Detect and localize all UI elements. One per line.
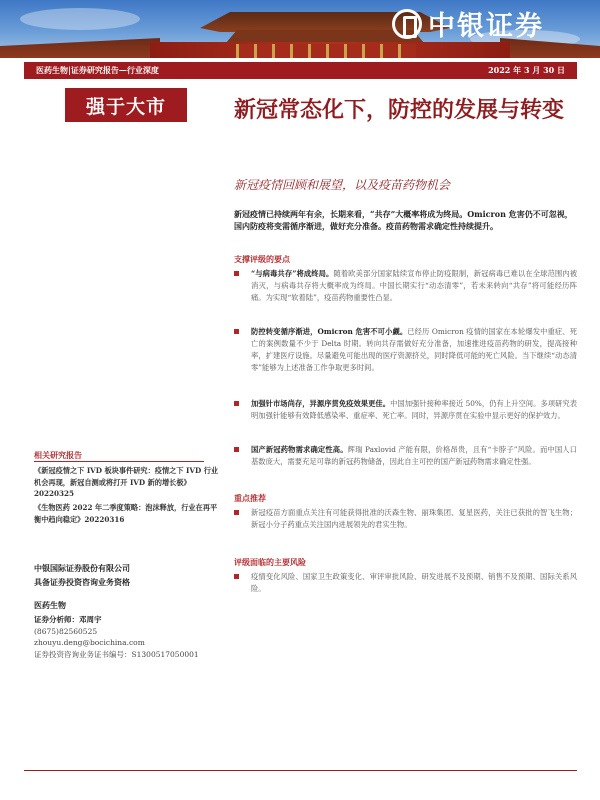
company-logo [392,4,544,43]
bullet-item [234,268,577,304]
picks-section-heading: 重点推荐 [234,493,266,503]
bullet-lead: 加强针市场尚存，异源序贯免疫效果更佳。 [251,399,391,408]
bullet-text: 中国加强针接种率接近 50%，仍有上升空间。多项研究表明加强针能够有效降低感染率、重症率、死亡率。同时，异源序贯在实验中显示更好的保护效力。 [251,399,577,420]
bullet-item [234,444,577,468]
analyst-phone: (8675)82560525 [34,626,98,636]
picks-item [234,507,577,531]
bank-of-china-icon [392,9,422,39]
report-category: 医药生物|证券研究报告—行业深度 [36,65,159,75]
report-title: 新冠常态化下，防控的发展与转变 [234,98,565,123]
bullet-square-icon [234,329,239,334]
bullet-square-icon [234,510,239,515]
bullet-square-icon [234,271,239,276]
support-section-heading: 支撑评级的要点 [234,254,290,264]
bullet-lead: “与病毒共存”将成终局。 [251,269,334,278]
footer-divider [24,770,577,771]
firm-name: 中银国际证券股份有限公司 [34,563,130,573]
bullet-square-icon [234,447,239,452]
logo-text: 中银证券 [428,11,544,42]
analyst-cert: 证券投资咨询业务证书编号：S1300517050001 [34,649,199,659]
bullet-square-icon [234,574,239,579]
analyst-email[interactable]: zhouyu.deng@bocichina.com [34,638,145,647]
hero-banner [0,0,600,58]
bullet-square-icon [234,401,239,406]
analyst-name: 证券分析师：邓周宇 [34,615,102,624]
picks-text: 新冠疫苗方面重点关注有可能获得批准的沃森生物、丽珠集团、复星医药，关注已获批的智飞生物；新冠小分子药重点关注国内进展领先的君实生物。 [251,508,577,529]
info-bar [24,62,577,79]
bullet-lead: 国产新冠药物需求确定性高。 [251,445,348,454]
firm-info [34,561,130,589]
bullet-text: 已经历 Omicron 疫情的国家在本轮爆发中重症、死亡的案例数量不少于 Delta 时期。转向共存需做好充分准备，加速推进疫苗药物的研发，提高接种率，扩建医疗设施。尽量避免可能出现的医疗资源挤兑，同时降低可能的死亡风险。当下继续“动态清零”能够为上述准备工作争取更多时间。 [251,327,577,372]
firm-qualification: 具备证券投资咨询业务资格 [34,577,130,587]
related-divider [34,461,204,462]
bullet-text: 随着欧美部分国家陆续宣布停止防疫限制，新冠病毒已难以在全球范围内被消灭，与病毒共存将大概率成为终局。中国长期实行“动态清零”，若未来转向“共存”将可能经历阵痛。为实现“软着陆”，疫苗药物重要性凸显。 [251,269,577,302]
report-date: 2022 年 3 月 30 日 [488,65,565,75]
risks-item [234,571,577,595]
related-reports-heading: 相关研究报告 [34,450,82,460]
risks-text: 疫情变化风险、国家卫生政策变化、审评审批风险、研发进展不及预期、销售不及预期、国际关系风险。 [251,572,577,593]
risks-section-heading: 评级面临的主要风险 [234,557,306,567]
bullet-text: 辉瑞 Paxlovid 产能有限，价格昂贵，且有“卡脖子”风险。而中国人口基数庞大，需要充足可靠的新冠药物储备，因此自主可控的国产新冠药物需求确定性强。 [251,445,577,466]
analyst-info [34,614,199,660]
bullet-item [234,398,577,422]
summary-paragraph: 新冠疫情已持续两年有余，长期来看，“共存”大概率将成为终局。Omicron 危害仍不可忽视，国内防疫将变需循序渐进，做好充分准备。疫苗药物需求确定性持续提升。 [234,209,573,231]
bullet-lead: 防控转变循序渐进，Omicron 危害不可小觑。 [251,327,408,336]
related-report-link[interactable]: 《新冠疫情之下 IVD 板块事件研究：疫情之下 IVD 行业机会再现，新冠自测或将打开 IVD 新的增长极》20220325 [34,466,219,498]
report-subtitle: 新冠疫情回顾和展望，以及疫苗药物机会 [234,178,451,192]
rating-badge: 强于大市 [65,88,187,122]
sector-label: 医药生物 [34,600,66,610]
bullet-item [234,326,577,374]
related-report-link[interactable]: 《生物医药 2022 年二季度策略：泡沫释放，行业在再平衡中趋向稳定》20220316 [34,503,218,524]
